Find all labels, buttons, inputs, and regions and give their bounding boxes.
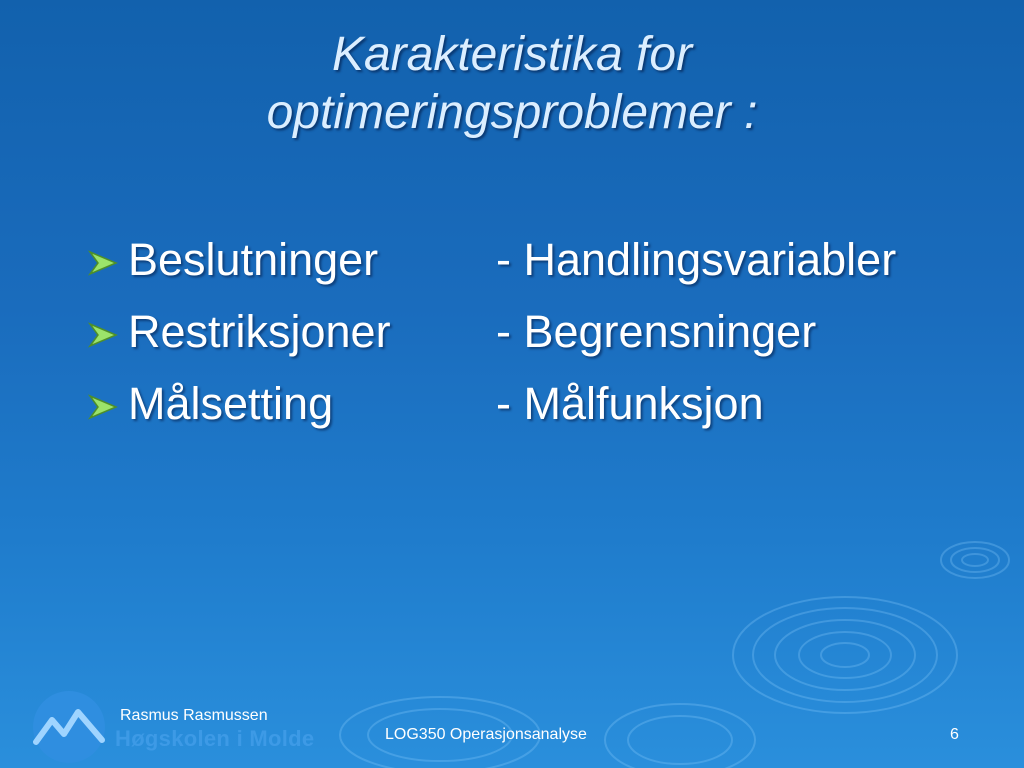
- school-logo-icon: [30, 690, 108, 764]
- page-number: 6: [950, 726, 959, 743]
- bullet-item-restriksjoner: [88, 300, 988, 372]
- title-line-2: optimeringsproblemer :: [266, 86, 758, 139]
- course-name: LOG350 Operasjonsanalyse: [385, 726, 587, 743]
- bullet-term: Målsetting: [128, 378, 334, 429]
- title-line-1: Karakteristika for: [331, 28, 693, 81]
- institution-name: Høgskolen i Molde: [115, 726, 315, 751]
- bullet-description: - Begrensninger: [496, 306, 817, 357]
- author-name: Rasmus Rasmussen: [120, 707, 268, 724]
- arrow-bullet-icon: [88, 394, 118, 420]
- bullet-term: Beslutninger: [128, 234, 379, 285]
- bullet-list: [88, 228, 988, 444]
- bullet-item-malsetting: [88, 372, 988, 444]
- arrow-bullet-icon: [88, 250, 118, 276]
- slide-title: [0, 26, 1024, 142]
- bullet-description: - Målfunksjon: [496, 378, 764, 429]
- bullet-item-beslutninger: [88, 228, 988, 300]
- arrow-bullet-icon: [88, 322, 118, 348]
- bullet-description: - Handlingsvariabler: [496, 234, 897, 285]
- bullet-term: Restriksjoner: [128, 306, 391, 357]
